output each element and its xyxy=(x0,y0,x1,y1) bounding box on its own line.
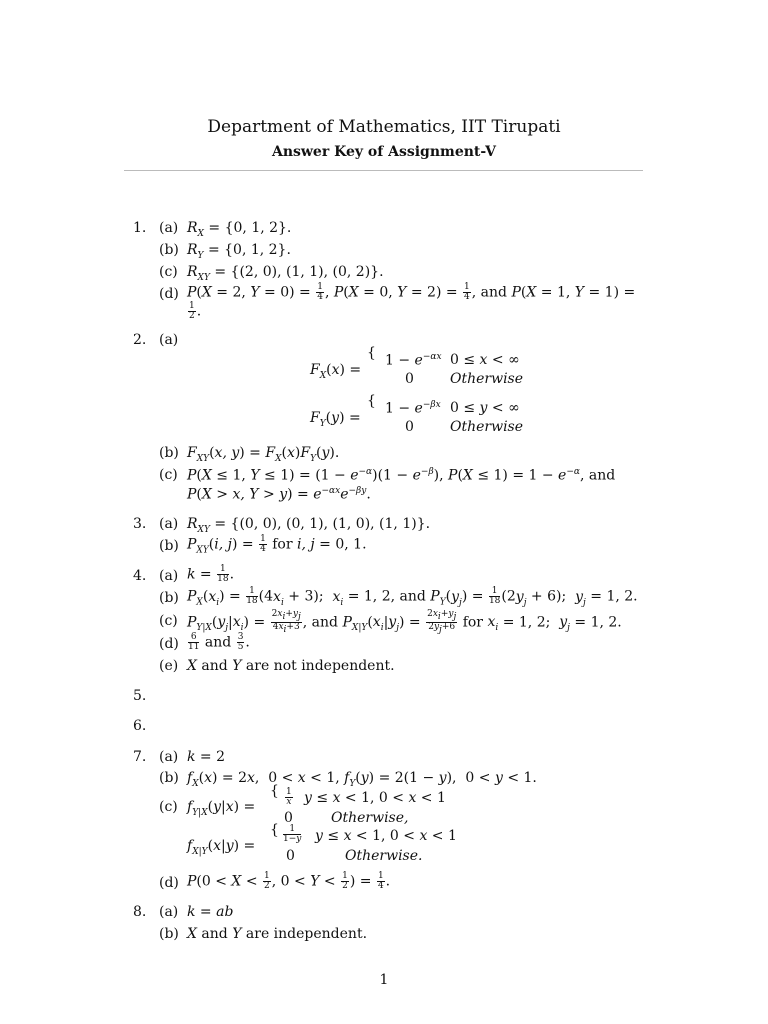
q1-number: 1. xyxy=(133,220,147,236)
q1d-answer: P(X = 2, Y = 0) = $\frac{1}{4}$ , P(X = 0, Y = 2) = $\frac{1}{4}$ , and P(X = 1, Y = 1) = xyxy=(187,282,636,302)
q3b-label: (b) xyxy=(159,538,179,554)
q7d-answer: P(0 < X < $\frac{1}{2}$ , 0 < Y < $\frac{1}{2}$ ) = $\frac{1}{4}$ . xyxy=(187,871,391,891)
fxy-lhs: $f_{X|Y}(x|y)$ = xyxy=(187,838,256,857)
fy-brace: { xyxy=(367,393,376,409)
q3-number: 3. xyxy=(133,516,147,532)
fy-cond1: 0 ≤ y < ∞ xyxy=(450,400,520,416)
q7a-answer: k = 2 xyxy=(187,749,226,765)
q1c-answer: $R_{XY} = \{(2$, 0), (1, 1), (0, 2)}. xyxy=(187,264,384,283)
q5-number: 5. xyxy=(133,688,147,704)
fy-case2: 0 xyxy=(405,419,414,435)
q2b-answer: $F_{XY}(x$, $y) = F_X(x)F_Y(y)$. xyxy=(187,445,340,464)
q8a-label: (a) xyxy=(159,904,179,920)
q4d-answer: $\frac{6}{11}$ and $\frac{3}{5}$ . xyxy=(188,632,250,652)
fyx-brace: { xyxy=(270,783,279,799)
page-number: 1 xyxy=(379,972,389,988)
fyx-case1: $\frac{1}{x}$ xyxy=(286,787,292,807)
q1d-answer-cont: $\frac{1}{2}$ . xyxy=(189,301,202,321)
q7d-label: (d) xyxy=(159,875,179,891)
q4-number: 4. xyxy=(133,568,147,584)
q7a-label: (a) xyxy=(159,749,179,765)
q1d-label: (d) xyxy=(159,286,179,302)
q4a-label: (a) xyxy=(159,568,179,584)
q4c-answer: $P_{Y|X}(y_j|x_i)$ = $\frac{2x_i+y_j}{4x_i+3}$ , and $P_{X|Y}(x_i|y_j)$ = $\frac{2x_i+y_j}{2y_j+6}$ for $x_i = 1$, 2; $y_j = 1$, 2. xyxy=(187,609,622,635)
fx-brace: { xyxy=(367,345,376,361)
fxy-case1: $\frac{1}{1-y}$ xyxy=(283,824,302,844)
fxy-cond1: y ≤ x < 1, 0 < x < 1 xyxy=(315,828,457,844)
q1a-answer: $R_X = \{0$, 1, 2}. xyxy=(187,220,292,239)
fyx-lhs: $f_{Y|X}(y|x)$ = xyxy=(187,799,256,818)
q7c-label: (c) xyxy=(159,799,178,815)
q3b-answer: $P_{XY}(i$, j) = $\frac{1}{4}$ for i, j = 0, 1. xyxy=(187,534,367,556)
assignment-title: Answer Key of Assignment-V xyxy=(271,144,497,160)
fx-cond2: Otherwise xyxy=(450,371,524,387)
fx-case2: 0 xyxy=(405,371,414,387)
fx-lhs: $F_X(x)$ = xyxy=(310,362,362,381)
q2b-label: (b) xyxy=(159,445,179,461)
q3a-answer: $R_{XY} = \{(0$, 0), (0, 1), (1, 0), (1, 1)}. xyxy=(187,516,431,535)
fyx-cond1: y ≤ x < 1, 0 < x < 1 xyxy=(304,790,446,806)
q2-number: 2. xyxy=(133,332,147,348)
q8b-label: (b) xyxy=(159,926,179,942)
q3a-label: (a) xyxy=(159,516,179,532)
q2a-label: (a) xyxy=(159,332,179,348)
q1c-label: (c) xyxy=(159,264,178,280)
department-heading: Department of Mathematics, IIT Tirupati xyxy=(207,117,561,137)
fyx-case2: 0 xyxy=(284,810,293,826)
q1a-label: (a) xyxy=(159,220,179,236)
q6-number: 6. xyxy=(133,718,147,734)
q7b-answer: $f_X(x) = 2x$, 0 < x < 1, $f_Y(y) = 2(1 - y)$, 0 < y < 1. xyxy=(187,770,537,789)
q2c-answer-cont: P(X > x, $Y > y) = e^{-\alpha x}e^{-\beta y}$. xyxy=(187,486,371,503)
q4c-label: (c) xyxy=(159,613,178,629)
fx-case1: $1 - e^{-\alpha x}$ xyxy=(385,352,442,369)
q4e-answer: X and Y are not independent. xyxy=(187,658,395,674)
fx-cond1: 0 ≤ x < ∞ xyxy=(450,352,520,368)
q4e-label: (e) xyxy=(159,658,179,674)
fy-lhs: $F_Y(y)$ = xyxy=(310,410,361,429)
q1b-label: (b) xyxy=(159,242,179,258)
q4d-label: (d) xyxy=(159,636,179,652)
fxy-brace: { xyxy=(270,822,279,838)
q4b-label: (b) xyxy=(159,590,179,606)
fy-cond2: Otherwise xyxy=(450,419,524,435)
fxy-cond2: Otherwise. xyxy=(345,848,423,864)
q8b-answer: X and Y are independent. xyxy=(187,926,368,942)
q8-number: 8. xyxy=(133,904,147,920)
header-rule xyxy=(124,170,643,171)
fyx-cond2: Otherwise, xyxy=(331,810,409,826)
q2c-answer: P(X ≤ 1, $Y \le 1) = (1 - e^{-\alpha})(1 - e^{-\beta})$, $P(X \le 1) = 1 - e^{-\alpha}$, and xyxy=(187,467,616,484)
q7b-label: (b) xyxy=(159,770,179,786)
q4b-answer: $P_X(x_i)$ = $\frac{1}{18}$ $(4x_i + 3)$; $x_i = 1$, 2, and $P_Y(y_j)$ = $\frac{1}{18}$ $(2y_j + 6)$; $y_j = 1$, 2. xyxy=(187,586,638,608)
q2c-label: (c) xyxy=(159,467,178,483)
q7-number: 7. xyxy=(133,749,147,765)
q1b-answer: $R_Y = \{0$, 1, 2}. xyxy=(187,242,291,261)
fxy-case2: 0 xyxy=(286,848,295,864)
fy-case1: $1 - e^{-\beta x}$ xyxy=(385,400,441,417)
q8a-answer: k = ab xyxy=(187,904,234,920)
q4a-answer: k = $\frac{1}{18}$ . xyxy=(187,564,235,584)
